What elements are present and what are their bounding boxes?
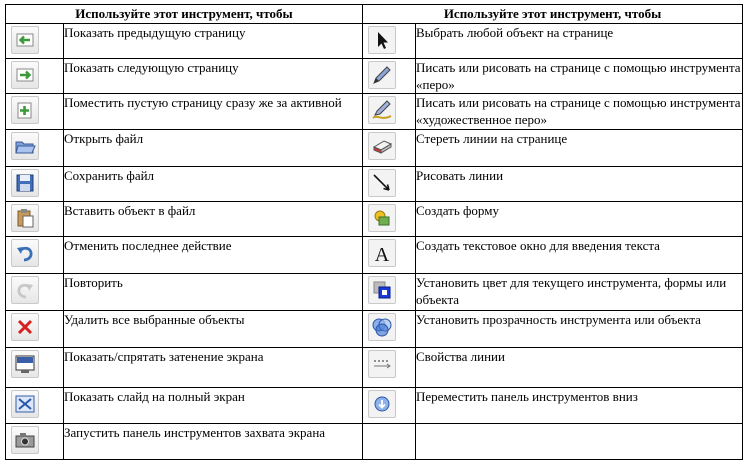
screen-shade-icon <box>11 350 39 378</box>
redo-icon <box>11 276 39 304</box>
right-text-6: Создать форму <box>416 202 743 237</box>
table-row <box>6 237 743 274</box>
save-disk-icon <box>11 169 39 197</box>
tools-table <box>5 4 743 460</box>
left-text-10: Показать/спрятать затенение экрана <box>64 348 363 388</box>
table-row <box>6 24 743 59</box>
left-text-12: Запустить панель инструментов захвата экрана <box>64 424 363 460</box>
left-text-4: Открыть файл <box>64 130 363 167</box>
back-arrow-icon <box>11 26 39 54</box>
art-pen-icon <box>368 96 396 124</box>
table-row <box>6 311 743 348</box>
transparency-icon <box>368 313 396 341</box>
table-row <box>6 94 743 130</box>
left-text-11: Показать слайд на полный экран <box>64 388 363 424</box>
camera-capture-icon <box>11 426 39 454</box>
right-text-10: Свойства линии <box>416 348 743 388</box>
left-text-9: Удалить все выбранные объекты <box>64 311 363 348</box>
table-row <box>6 130 743 167</box>
left-text-2: Показать следующую страницу <box>64 59 363 94</box>
select-pointer-icon <box>368 26 396 54</box>
forward-arrow-icon <box>11 61 39 89</box>
left-text-1: Показать предыдущую страницу <box>64 24 363 59</box>
left-text-5: Сохранить файл <box>64 167 363 202</box>
right-text-9: Установить прозрачность инструмента или объекта <box>416 311 743 348</box>
fullscreen-icon <box>11 390 39 418</box>
right-header: Используйте этот инструмент, чтобы <box>363 5 743 24</box>
right-text-3: Писать или рисовать на странице с помощью инструмента «художественное перо» <box>416 94 743 130</box>
right-text-7: Создать текстовое окно для введения текста <box>416 237 743 274</box>
left-text-7: Отменить последнее действие <box>64 237 363 274</box>
shapes-icon <box>368 204 396 232</box>
svg-text:A: A <box>374 244 390 266</box>
move-toolbar-down-icon <box>368 390 396 418</box>
text-a-icon <box>368 239 396 267</box>
left-text-3: Поместить пустую страницу сразу же за активной <box>64 94 363 130</box>
empty-icon-cell <box>363 424 416 460</box>
table-row <box>6 424 743 460</box>
delete-x-icon <box>11 313 39 341</box>
header-row <box>6 5 743 24</box>
right-text-8: Установить цвет для текущего инструмента, формы или объекта <box>416 274 743 311</box>
add-page-icon <box>11 96 39 124</box>
open-folder-icon <box>11 132 39 160</box>
table-row <box>6 388 743 424</box>
eraser-icon <box>368 132 396 160</box>
table-row <box>6 274 743 311</box>
line-icon <box>368 169 396 197</box>
right-text-12 <box>416 424 743 460</box>
color-fill-icon <box>368 276 396 304</box>
right-text-1: Выбрать любой объект на странице <box>416 24 743 59</box>
paste-clipboard-icon <box>11 204 39 232</box>
right-text-4: Стереть линии на странице <box>416 130 743 167</box>
right-text-11: Переместить панель инструментов вниз <box>416 388 743 424</box>
table-row <box>6 167 743 202</box>
table-row <box>6 348 743 388</box>
line-properties-icon <box>368 350 396 378</box>
right-text-5: Рисовать линии <box>416 167 743 202</box>
undo-icon <box>11 239 39 267</box>
right-text-2: Писать или рисовать на странице с помощью инструмента «перо» <box>416 60 741 92</box>
left-text-6: Вставить объект в файл <box>64 202 363 237</box>
left-text-8: Повторить <box>64 274 363 311</box>
pen-icon <box>368 61 396 89</box>
left-header: Используйте этот инструмент, чтобы <box>6 5 363 24</box>
table-row <box>6 202 743 237</box>
table-row <box>6 59 743 94</box>
